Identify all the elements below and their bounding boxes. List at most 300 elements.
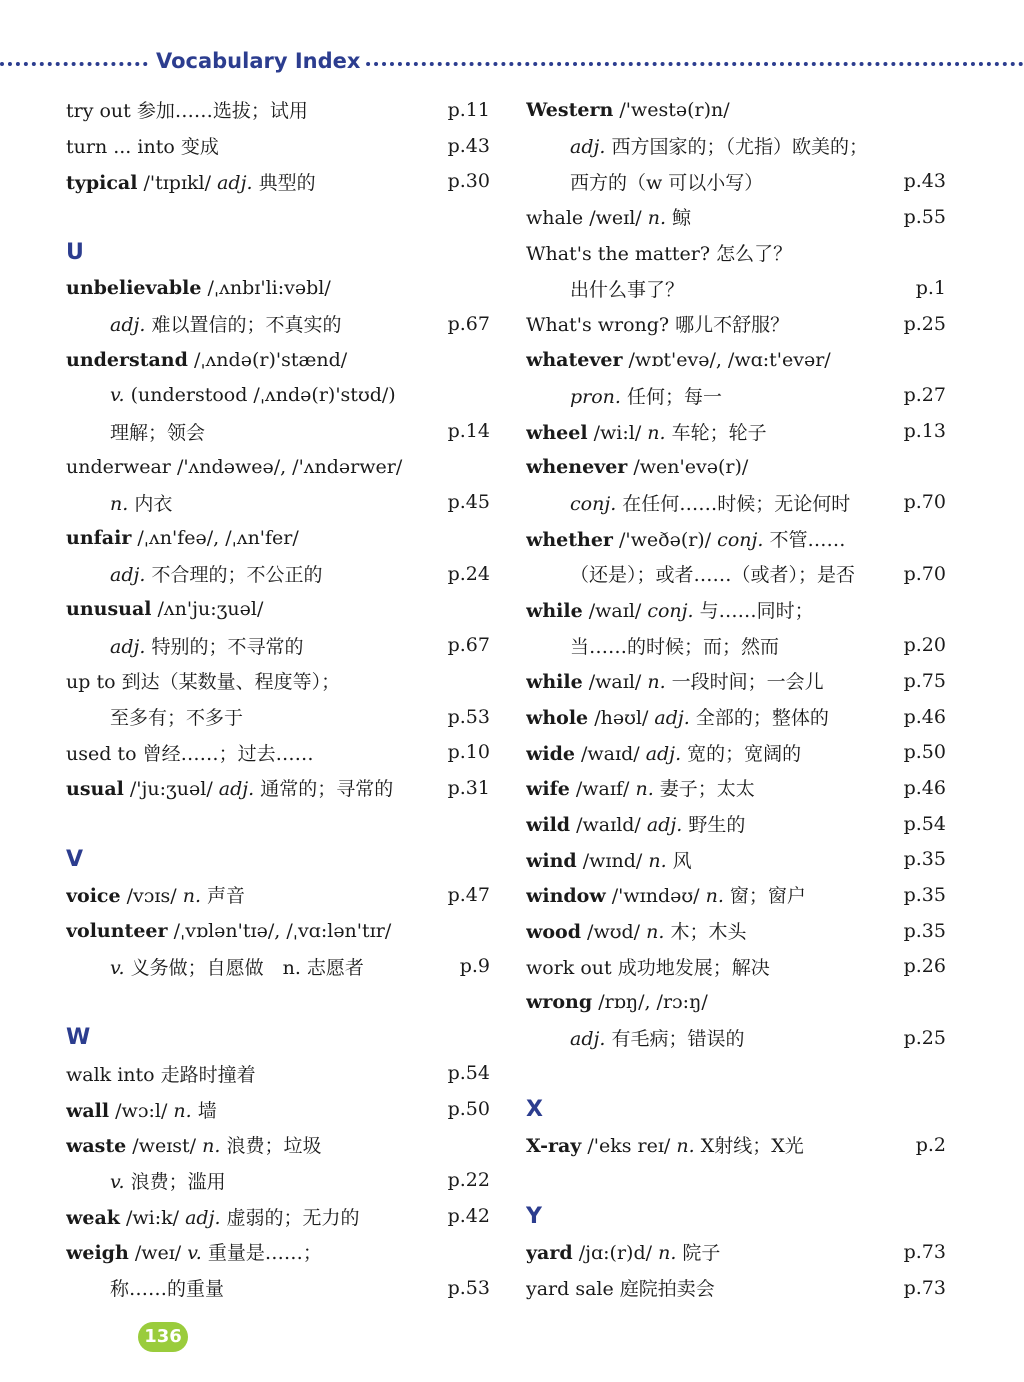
part-of-speech: n. (676, 1135, 695, 1158)
definition: 木；木头 (670, 921, 747, 944)
entry-continuation (66, 627, 490, 663)
entry-continuation (66, 485, 490, 521)
page-reference: p.27 (903, 384, 946, 407)
vocab-entry (66, 1198, 490, 1234)
entry-text (570, 382, 898, 409)
definition: (understood /ˌʌndə(r)'stʊd/) (130, 384, 396, 407)
phonetic: /weɪl/ (589, 207, 642, 230)
entry-continuation (66, 556, 490, 592)
entry-text (110, 489, 442, 516)
phonetic: /vɔɪs/ (126, 885, 177, 908)
definition: 义务做；自愿做 n. 志愿者 (130, 956, 364, 979)
headword: wall (66, 1099, 110, 1122)
page-number-badge: 136 (138, 1322, 188, 1352)
part-of-speech: v. (110, 384, 125, 407)
vocab-entry (526, 520, 946, 556)
definition: 典型的 (258, 171, 316, 194)
page-reference: p.22 (447, 1169, 490, 1192)
entry-text (526, 953, 898, 980)
part-of-speech: v. (110, 956, 125, 979)
entry-text (526, 810, 898, 837)
definition: 内衣 (134, 492, 173, 515)
part-of-speech: n. (635, 778, 654, 801)
page-reference: p.25 (903, 312, 946, 335)
vocab-entry (66, 877, 490, 913)
vocab-entry (526, 770, 946, 806)
page-reference: p.35 (903, 848, 946, 871)
spacer (526, 1056, 946, 1092)
vocab-entry (66, 92, 490, 128)
entry-continuation (66, 949, 490, 985)
spacer (66, 806, 490, 842)
definition: 当……的时候；而；然而 (570, 635, 780, 658)
part-of-speech: adj. (185, 1206, 221, 1229)
entry-continuation (526, 1020, 946, 1056)
entry-text (526, 99, 940, 121)
vocab-entry (526, 592, 946, 628)
page-reference: p.25 (903, 1026, 946, 1049)
vocab-entry (66, 1127, 490, 1163)
headword: yard (526, 1242, 573, 1265)
definition: 鲸 (672, 207, 692, 230)
part-of-speech: adj. (218, 778, 255, 801)
entry-text (66, 1096, 442, 1123)
definition: 墙 (197, 1099, 217, 1122)
phonetic: /wi:k/ (125, 1206, 180, 1229)
headword: What's wrong? (526, 314, 670, 337)
entry-continuation (526, 270, 946, 306)
vocab-entry (526, 949, 946, 985)
vocab-entry (526, 1270, 946, 1306)
phonetic: /waɪd/ (581, 742, 640, 765)
page-reference: p.75 (903, 669, 946, 692)
phonetic: /'eks reɪ/ (587, 1135, 671, 1158)
page-reference: p.55 (903, 205, 946, 228)
page-reference: p.14 (447, 420, 490, 443)
vocab-entry (66, 913, 490, 949)
page-title: Vocabulary Index (150, 46, 366, 76)
phonetic: /wɪnd/ (582, 849, 643, 872)
definition: 院子 (682, 1242, 721, 1265)
part-of-speech: n. (173, 1099, 192, 1122)
definition: 通常的；寻常的 (260, 778, 394, 801)
headword: whether (526, 528, 613, 551)
page-reference: p.50 (447, 1098, 490, 1121)
entry-text (110, 1274, 442, 1301)
page-reference: p.24 (447, 562, 490, 585)
headword: unfair (66, 527, 132, 550)
page-reference: p.46 (903, 776, 946, 799)
headword: underwear (66, 455, 171, 478)
headword: Western (526, 98, 614, 121)
entry-continuation (526, 485, 946, 521)
definition: 浪费；滥用 (130, 1170, 226, 1193)
page-reference: p.26 (903, 955, 946, 978)
headword: weak (66, 1206, 120, 1229)
phonetic: /waɪl/ (588, 599, 642, 622)
spacer (66, 984, 490, 1020)
phonetic: /'ʌndəweə/, /'ʌndərwer/ (176, 455, 403, 478)
vocab-entry (66, 1056, 490, 1092)
part-of-speech: adj. (110, 635, 146, 658)
page-reference: p.13 (903, 420, 946, 443)
definition: 出什么事了？ (570, 278, 685, 301)
headword: wild (526, 814, 571, 837)
left-column (66, 92, 490, 1305)
entry-text (66, 1203, 442, 1230)
part-of-speech: conj. (570, 492, 617, 515)
phonetic: /weɪ/ (134, 1242, 182, 1265)
phonetic: /ˌʌn'feə/, /ˌʌn'fer/ (137, 527, 299, 550)
definition: 风 (672, 849, 692, 872)
page-reference: p.73 (903, 1240, 946, 1263)
page-reference: p.9 (459, 955, 490, 978)
definition: 哪儿不舒服？ (675, 314, 790, 337)
definition: （还是）；或者……（或者）；是否 (570, 564, 856, 587)
vocab-entry (526, 306, 946, 342)
entry-text (66, 1060, 442, 1087)
entry-text (570, 560, 898, 587)
entry-text (570, 489, 898, 516)
spacer (526, 1163, 946, 1199)
definition: 变成 (180, 136, 219, 159)
entry-text (66, 168, 442, 195)
vocab-entry (66, 1234, 490, 1270)
entry-continuation (66, 413, 490, 449)
vocab-entry (526, 235, 946, 271)
page-reference: p.73 (903, 1276, 946, 1299)
definition: 车轮；轮子 (671, 421, 767, 444)
phonetic: /waɪld/ (576, 814, 641, 837)
vocab-entry (526, 806, 946, 842)
entry-text (66, 349, 484, 371)
section-letter-text: U (66, 240, 84, 266)
part-of-speech: pron. (570, 385, 621, 408)
entry-text (110, 310, 442, 337)
vocab-entry (66, 734, 490, 770)
part-of-speech: adj. (645, 742, 682, 765)
vocab-entry (66, 663, 490, 699)
entry-text (526, 203, 898, 230)
phonetic: /'westə(r)n/ (619, 98, 730, 121)
part-of-speech: n. (182, 885, 201, 908)
page-reference: p.43 (903, 170, 946, 193)
page-reference: p.31 (447, 776, 490, 799)
vocab-entry (66, 520, 490, 556)
vocab-entry (526, 877, 946, 913)
page-reference: p.54 (903, 812, 946, 835)
phonetic: /ˌʌndə(r)'stænd/ (193, 348, 348, 371)
headword: while (526, 599, 583, 622)
definition: 西方的（w 可以小写） (570, 171, 764, 194)
definition: 庭院拍卖会 (619, 1278, 715, 1301)
entry-text (66, 598, 484, 620)
page-reference: p.10 (447, 741, 490, 764)
part-of-speech: v. (110, 1170, 125, 1193)
part-of-speech: conj. (717, 528, 764, 551)
vocab-entry (66, 128, 490, 164)
headword: X-ray (526, 1135, 582, 1158)
definition: 妻子；太太 (659, 778, 755, 801)
definition: 宽的；宽阔的 (687, 742, 802, 765)
headword: waste (66, 1135, 127, 1158)
vocab-entry (526, 342, 946, 378)
page-reference: p.53 (447, 1276, 490, 1299)
entry-text (66, 132, 442, 159)
section-letter (66, 841, 490, 877)
entry-text (526, 1274, 898, 1301)
phonetic: /wi:l/ (593, 421, 642, 444)
entry-continuation (66, 699, 490, 735)
headword: window (526, 885, 606, 908)
vocab-entry (526, 92, 946, 128)
vocab-entry (526, 449, 946, 485)
part-of-speech: adj. (110, 314, 146, 337)
vocab-entry (526, 984, 946, 1020)
part-of-speech: adj. (110, 564, 146, 587)
page-reference: p.67 (447, 312, 490, 335)
vocab-entry (526, 1127, 946, 1163)
entry-text (526, 881, 898, 908)
section-letter (526, 1198, 946, 1234)
vocab-entry (526, 413, 946, 449)
headword: weigh (66, 1242, 129, 1265)
vocab-entry (526, 913, 946, 949)
section-letter (66, 1020, 490, 1056)
page-reference: p.53 (447, 705, 490, 728)
entry-text (66, 527, 484, 549)
definition: 走路时撞着 (160, 1063, 256, 1086)
page-reference: p.35 (903, 919, 946, 942)
entry-text (110, 632, 442, 659)
headword: volunteer (66, 919, 168, 942)
headword: whale (526, 207, 584, 230)
page-reference: p.43 (447, 134, 490, 157)
part-of-speech: n. (646, 921, 665, 944)
headword: turn ... into (66, 136, 175, 159)
part-of-speech: adj. (646, 814, 683, 837)
page-reference: p.35 (903, 883, 946, 906)
entry-text (526, 418, 898, 445)
entry-text (526, 991, 940, 1013)
entry-text (110, 703, 442, 730)
phonetic: /'tɪpɪkl/ (143, 171, 212, 194)
definition: 曾经……；过去…… (142, 742, 314, 765)
section-letter (526, 1091, 946, 1127)
definition: 难以置信的；不真实的 (151, 314, 342, 337)
headword: try out (66, 100, 131, 123)
vocab-entry (66, 592, 490, 628)
entry-continuation (66, 1163, 490, 1199)
entry-text (526, 239, 940, 266)
entry-continuation (526, 627, 946, 663)
phonetic: /wɒt'evə/, /wɑ:t'evər/ (628, 348, 831, 371)
definition: 一段时间；一会儿 (671, 671, 824, 694)
definition: 野生的 (688, 814, 746, 837)
part-of-speech: n. (110, 492, 129, 515)
section-letter-text: Y (526, 1203, 542, 1229)
phonetic: /wɔ:l/ (115, 1099, 168, 1122)
headword: while (526, 671, 583, 694)
entry-continuation (66, 306, 490, 342)
entry-text (66, 739, 442, 766)
entry-text (526, 703, 898, 730)
definition: X射线；X光 (700, 1135, 804, 1158)
definition: 与……同时； (699, 599, 814, 622)
section-letter (66, 235, 490, 271)
entry-text (526, 1131, 910, 1158)
headword: whatever (526, 348, 623, 371)
entry-continuation (66, 1270, 490, 1306)
vocab-entry (66, 1091, 490, 1127)
phonetic: /waɪl/ (588, 671, 642, 694)
part-of-speech: n. (647, 421, 666, 444)
definition: 不合理的；不公正的 (151, 564, 323, 587)
definition: 称……的重量 (110, 1278, 225, 1301)
definition: 理解；领会 (110, 421, 206, 444)
definition: 声音 (207, 885, 246, 908)
part-of-speech: n. (647, 671, 666, 694)
headword: used to (66, 742, 137, 765)
headword: wood (526, 921, 581, 944)
headword: What's the matter? (526, 243, 711, 266)
part-of-speech: n. (705, 885, 724, 908)
page-reference: p.2 (915, 1133, 946, 1156)
phonetic: /ʌn'ju:ʒuəl/ (157, 598, 264, 621)
part-of-speech: n. (648, 849, 667, 872)
page-reference: p.1 (915, 277, 946, 300)
definition: 至多有；不多于 (110, 707, 244, 730)
definition: 西方国家的；（尤指）欧美的； (611, 136, 868, 159)
entry-text (66, 774, 442, 801)
vocab-entry (526, 699, 946, 735)
entry-text (66, 456, 484, 478)
part-of-speech: adj. (570, 136, 606, 159)
phonetic: /waɪf/ (575, 778, 630, 801)
vocab-entry (526, 841, 946, 877)
entry-text (66, 277, 484, 299)
definition: 全部的；整体的 (695, 707, 829, 730)
headword: walk into (66, 1063, 155, 1086)
entry-text (66, 920, 484, 942)
entry-continuation (526, 556, 946, 592)
phonetic: /ˌʌnbɪ'li:vəbl/ (207, 277, 331, 300)
headword: whole (526, 707, 589, 730)
entry-text (526, 846, 898, 873)
entry-text (110, 384, 484, 406)
entry-text (526, 917, 898, 944)
phonetic: /ˌvɒlən'tɪə/, /ˌvɑ:lən'tɪr/ (173, 919, 392, 942)
entry-text (110, 418, 442, 445)
page-reference: p.20 (903, 634, 946, 657)
vocab-entry (66, 770, 490, 806)
entry-text (66, 881, 442, 908)
part-of-speech: adj. (570, 1028, 606, 1051)
entry-text (526, 310, 898, 337)
page-reference: p.50 (903, 741, 946, 764)
entry-text (570, 632, 898, 659)
headword: unusual (66, 598, 152, 621)
definition: 虚弱的；无力的 (226, 1206, 360, 1229)
part-of-speech: adj. (217, 171, 253, 194)
page-reference: p.67 (447, 634, 490, 657)
entry-text (526, 774, 898, 801)
headword: voice (66, 885, 121, 908)
part-of-speech: conj. (647, 599, 694, 622)
part-of-speech: n. (202, 1135, 221, 1158)
entry-continuation (66, 378, 490, 414)
entry-text (110, 953, 454, 980)
page-reference: p.45 (447, 491, 490, 514)
headword: unbelievable (66, 277, 202, 300)
definition: 有毛病；错误的 (611, 1028, 745, 1051)
part-of-speech: v. (187, 1242, 202, 1265)
phonetic: /jɑ:(r)d/ (578, 1242, 653, 1265)
part-of-speech: adj. (654, 707, 690, 730)
definition: 浪费；垃圾 (226, 1135, 322, 1158)
vocab-entry (526, 734, 946, 770)
phonetic: /'weðə(r)/ (619, 528, 712, 551)
vocab-entry (66, 449, 490, 485)
headword: wrong (526, 991, 593, 1014)
definition: 窗；窗户 (729, 885, 806, 908)
section-letter-text: X (526, 1096, 543, 1122)
headword: yard sale (526, 1278, 614, 1301)
headword: wife (526, 778, 570, 801)
entry-text (526, 667, 898, 694)
phonetic: /weɪst/ (132, 1135, 197, 1158)
entry-text (110, 1167, 442, 1194)
phonetic: /wʊd/ (587, 921, 641, 944)
headword: up to (66, 671, 116, 694)
definition: 在任何……时候；无论何时 (622, 492, 851, 515)
phonetic: /'ju:ʒuəl/ (129, 778, 213, 801)
page-reference: p.54 (447, 1062, 490, 1085)
headword: work out (526, 956, 612, 979)
definition: 参加……选拔；试用 (136, 100, 308, 123)
page-reference: p.70 (903, 491, 946, 514)
entry-text (570, 168, 898, 195)
entry-text (526, 1238, 898, 1265)
part-of-speech: n. (658, 1242, 677, 1265)
headword: understand (66, 348, 188, 371)
phonetic: /rɒŋ/, /rɔ:ŋ/ (598, 991, 708, 1014)
entry-text (526, 456, 940, 478)
entry-text (526, 525, 940, 552)
entry-text (66, 667, 484, 694)
entry-continuation (526, 128, 946, 164)
entry-continuation (526, 163, 946, 199)
section-letter-text: W (66, 1025, 91, 1051)
vocab-entry (526, 663, 946, 699)
entry-continuation (526, 378, 946, 414)
vocab-entry (526, 1234, 946, 1270)
page-header (0, 46, 1024, 76)
vocab-entry (66, 163, 490, 199)
phonetic: /'wɪndəʊ/ (611, 885, 700, 908)
section-letter-text: V (66, 846, 84, 872)
entry-text (570, 1024, 898, 1051)
headword: wide (526, 742, 575, 765)
page-reference: p.46 (903, 705, 946, 728)
page-reference: p.70 (903, 562, 946, 585)
headword: typical (66, 171, 138, 194)
entry-text (66, 1238, 484, 1265)
entry-text (526, 596, 940, 623)
entry-text (66, 1131, 484, 1158)
definition: 特别的；不寻常的 (151, 635, 304, 658)
definition: 怎么了？ (716, 243, 793, 266)
